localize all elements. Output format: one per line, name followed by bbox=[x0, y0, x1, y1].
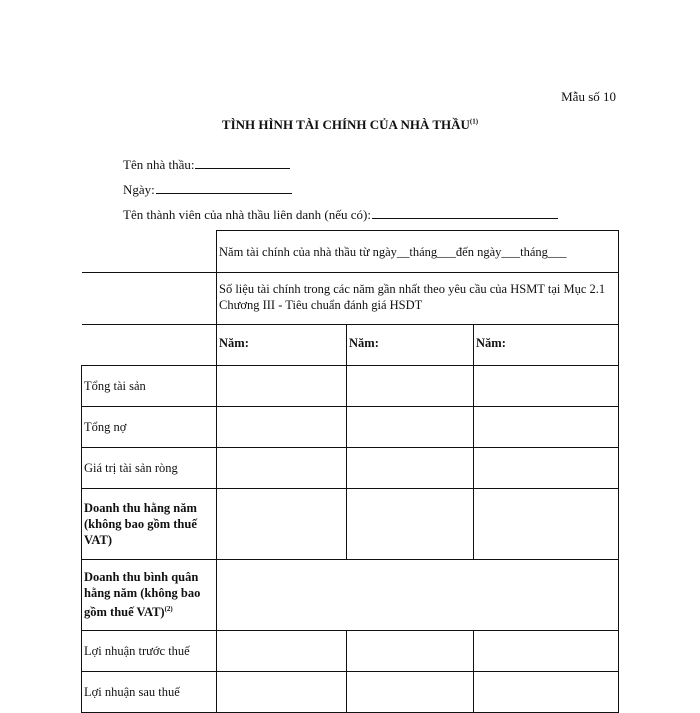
value-cell[interactable] bbox=[347, 448, 474, 489]
contractor-name-blank bbox=[195, 156, 290, 169]
value-cell-merged[interactable] bbox=[217, 560, 619, 631]
year-header-row bbox=[82, 325, 619, 366]
financial-data-cell: Số liệu tài chính trong các năm gần nhất theo yêu cầu của HSMT tại Mục 2.1 Chương III - Tiêu chuẩn đánh giá HSDT bbox=[217, 273, 619, 325]
table-row bbox=[82, 407, 619, 448]
joint-venture-member-blank bbox=[372, 206, 558, 219]
blank-cell bbox=[82, 231, 217, 273]
contractor-name-label: Tên nhà thầu: bbox=[123, 157, 195, 172]
title-footnote: (1) bbox=[469, 117, 479, 126]
value-cell[interactable] bbox=[347, 672, 474, 713]
table-row bbox=[82, 489, 619, 560]
value-cell[interactable] bbox=[474, 448, 619, 489]
value-cell[interactable] bbox=[347, 489, 474, 560]
date-label: Ngày: bbox=[123, 182, 155, 197]
row-label-net-asset-value: Giá trị tài sản ròng bbox=[82, 448, 217, 489]
table-row bbox=[82, 560, 619, 631]
value-cell[interactable] bbox=[217, 448, 347, 489]
value-cell[interactable] bbox=[474, 489, 619, 560]
blank-cell bbox=[82, 325, 217, 366]
joint-venture-member-field bbox=[123, 206, 558, 223]
table-row bbox=[82, 672, 619, 713]
value-cell[interactable] bbox=[474, 366, 619, 407]
value-cell[interactable] bbox=[217, 366, 347, 407]
row-label-total-assets: Tổng tài sản bbox=[82, 366, 217, 407]
financial-data-row bbox=[82, 273, 619, 325]
table-row bbox=[82, 366, 619, 407]
row-label-average-annual-revenue bbox=[82, 560, 217, 631]
value-cell[interactable] bbox=[474, 631, 619, 672]
document-title bbox=[0, 117, 700, 133]
fiscal-year-row bbox=[82, 231, 619, 273]
value-cell[interactable] bbox=[474, 672, 619, 713]
year-header-cell: Năm: bbox=[347, 325, 474, 366]
table-row bbox=[82, 631, 619, 672]
table-row bbox=[82, 448, 619, 489]
average-revenue-footnote: (2) bbox=[164, 605, 173, 614]
value-cell[interactable] bbox=[217, 672, 347, 713]
date-field bbox=[123, 181, 292, 198]
blank-cell bbox=[82, 273, 217, 325]
value-cell[interactable] bbox=[347, 407, 474, 448]
value-cell[interactable] bbox=[347, 366, 474, 407]
row-label-total-liabilities: Tổng nợ bbox=[82, 407, 217, 448]
value-cell[interactable] bbox=[217, 489, 347, 560]
fiscal-year-cell: Năm tài chính của nhà thầu từ ngày__tháng___đến ngày___tháng___ bbox=[217, 231, 619, 273]
value-cell[interactable] bbox=[217, 631, 347, 672]
date-blank bbox=[156, 181, 292, 194]
year-header-cell: Năm: bbox=[217, 325, 347, 366]
row-label-profit-before-tax: Lợi nhuận trước thuế bbox=[82, 631, 217, 672]
row-label-annual-revenue: Doanh thu hằng năm (không bao gồm thuế VAT) bbox=[82, 489, 217, 560]
row-label-profit-after-tax: Lợi nhuận sau thuế bbox=[82, 672, 217, 713]
value-cell[interactable] bbox=[217, 407, 347, 448]
year-header-cell: Năm: bbox=[474, 325, 619, 366]
form-number: Mẫu số 10 bbox=[561, 89, 616, 104]
average-revenue-label-text: Doanh thu bình quân hằng năm (không bao gồm thuế VAT) bbox=[84, 570, 201, 620]
title-text: TÌNH HÌNH TÀI CHÍNH CỦA NHÀ THẦU bbox=[221, 117, 470, 132]
value-cell[interactable] bbox=[347, 631, 474, 672]
financial-table bbox=[81, 230, 619, 713]
contractor-name-field bbox=[123, 156, 290, 173]
joint-venture-member-label: Tên thành viên của nhà thầu liên danh (nếu có): bbox=[123, 207, 371, 222]
value-cell[interactable] bbox=[474, 407, 619, 448]
